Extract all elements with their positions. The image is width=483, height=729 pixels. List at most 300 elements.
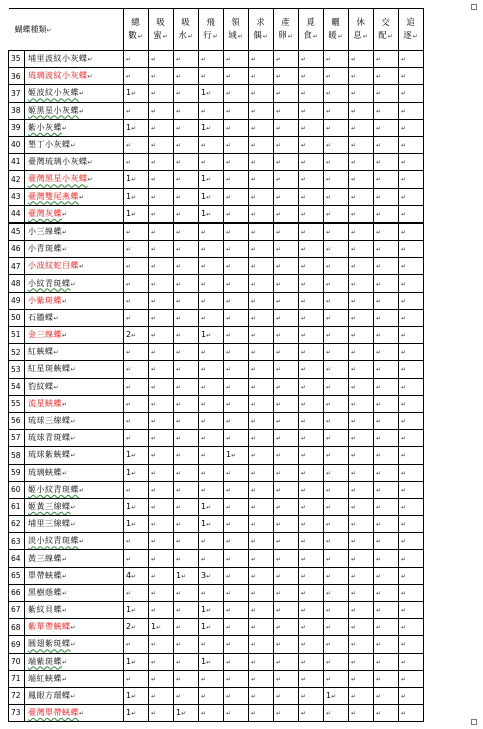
count-cell[interactable]	[224, 344, 249, 361]
count-cell[interactable]	[274, 687, 299, 704]
count-cell[interactable]	[299, 102, 324, 119]
count-cell[interactable]	[224, 171, 249, 188]
count-cell[interactable]	[224, 481, 249, 498]
table-move-handle-icon[interactable]	[471, 4, 477, 10]
count-cell[interactable]	[249, 412, 274, 429]
count-cell[interactable]	[199, 670, 224, 687]
count-cell[interactable]	[224, 636, 249, 653]
count-cell[interactable]	[174, 412, 199, 429]
count-cell[interactable]	[124, 516, 149, 533]
count-cell[interactable]	[249, 327, 274, 344]
count-cell[interactable]	[249, 516, 274, 533]
count-cell[interactable]	[399, 498, 424, 515]
count-cell[interactable]	[399, 309, 424, 326]
count-cell[interactable]	[124, 653, 149, 670]
count-cell[interactable]	[249, 653, 274, 670]
count-cell[interactable]	[374, 361, 399, 378]
count-cell[interactable]	[274, 51, 299, 68]
species-name-cell[interactable]	[25, 636, 124, 653]
count-cell[interactable]	[324, 670, 349, 687]
count-cell[interactable]	[299, 447, 324, 464]
count-cell[interactable]	[174, 619, 199, 636]
count-cell[interactable]	[299, 533, 324, 550]
count-cell[interactable]	[374, 395, 399, 412]
count-cell[interactable]	[149, 670, 174, 687]
count-cell[interactable]	[174, 361, 199, 378]
count-cell[interactable]	[199, 653, 224, 670]
count-cell[interactable]	[374, 154, 399, 171]
count-cell[interactable]	[174, 705, 199, 722]
count-cell[interactable]	[149, 653, 174, 670]
count-cell[interactable]	[324, 533, 349, 550]
count-cell[interactable]	[224, 309, 249, 326]
count-cell[interactable]	[224, 430, 249, 447]
count-cell[interactable]	[149, 85, 174, 102]
count-cell[interactable]	[299, 309, 324, 326]
count-cell[interactable]	[124, 223, 149, 241]
count-cell[interactable]	[174, 344, 199, 361]
count-cell[interactable]	[399, 653, 424, 670]
count-cell[interactable]	[324, 412, 349, 429]
count-cell[interactable]	[124, 327, 149, 344]
count-cell[interactable]	[399, 205, 424, 223]
count-cell[interactable]	[249, 275, 274, 292]
count-cell[interactable]	[199, 550, 224, 567]
count-cell[interactable]	[149, 498, 174, 515]
count-cell[interactable]	[324, 344, 349, 361]
count-cell[interactable]	[224, 119, 249, 136]
count-cell[interactable]	[199, 361, 224, 378]
count-cell[interactable]	[274, 292, 299, 309]
count-cell[interactable]	[324, 636, 349, 653]
count-cell[interactable]	[374, 602, 399, 619]
count-cell[interactable]	[299, 119, 324, 136]
count-cell[interactable]	[274, 361, 299, 378]
count-cell[interactable]	[224, 619, 249, 636]
count-cell[interactable]	[324, 309, 349, 326]
count-cell[interactable]	[299, 85, 324, 102]
species-name-cell[interactable]	[25, 378, 124, 395]
count-cell[interactable]	[349, 188, 374, 205]
count-cell[interactable]	[124, 154, 149, 171]
count-cell[interactable]	[374, 102, 399, 119]
count-cell[interactable]	[149, 344, 174, 361]
count-cell[interactable]	[274, 516, 299, 533]
count-cell[interactable]	[224, 275, 249, 292]
count-cell[interactable]	[299, 136, 324, 153]
count-cell[interactable]	[224, 567, 249, 584]
count-cell[interactable]	[174, 567, 199, 584]
count-cell[interactable]	[399, 619, 424, 636]
count-cell[interactable]	[199, 344, 224, 361]
count-cell[interactable]	[299, 51, 324, 68]
count-cell[interactable]	[299, 705, 324, 722]
count-cell[interactable]	[349, 567, 374, 584]
count-cell[interactable]	[299, 670, 324, 687]
count-cell[interactable]	[299, 653, 324, 670]
count-cell[interactable]	[349, 68, 374, 85]
count-cell[interactable]	[149, 687, 174, 704]
count-cell[interactable]	[299, 619, 324, 636]
count-cell[interactable]	[149, 567, 174, 584]
count-cell[interactable]	[174, 68, 199, 85]
count-cell[interactable]	[299, 602, 324, 619]
count-cell[interactable]	[324, 171, 349, 188]
count-cell[interactable]	[399, 584, 424, 601]
count-cell[interactable]	[199, 171, 224, 188]
count-cell[interactable]	[399, 102, 424, 119]
count-cell[interactable]	[299, 481, 324, 498]
species-name-cell[interactable]	[25, 309, 124, 326]
count-cell[interactable]	[374, 171, 399, 188]
count-cell[interactable]	[174, 447, 199, 464]
count-cell[interactable]	[374, 223, 399, 241]
count-cell[interactable]	[299, 205, 324, 223]
count-cell[interactable]	[374, 309, 399, 326]
count-cell[interactable]	[249, 619, 274, 636]
count-cell[interactable]	[174, 516, 199, 533]
count-cell[interactable]	[274, 412, 299, 429]
count-cell[interactable]	[174, 533, 199, 550]
species-name-cell[interactable]	[25, 327, 124, 344]
count-cell[interactable]	[174, 188, 199, 205]
count-cell[interactable]	[224, 550, 249, 567]
count-cell[interactable]	[374, 258, 399, 275]
count-cell[interactable]	[199, 516, 224, 533]
count-cell[interactable]	[224, 602, 249, 619]
count-cell[interactable]	[299, 430, 324, 447]
count-cell[interactable]	[274, 447, 299, 464]
count-cell[interactable]	[149, 361, 174, 378]
species-name-cell[interactable]	[25, 412, 124, 429]
count-cell[interactable]	[324, 705, 349, 722]
count-cell[interactable]	[174, 102, 199, 119]
count-cell[interactable]	[274, 395, 299, 412]
count-cell[interactable]	[124, 51, 149, 68]
count-cell[interactable]	[199, 602, 224, 619]
count-cell[interactable]	[374, 619, 399, 636]
count-cell[interactable]	[149, 378, 174, 395]
count-cell[interactable]	[349, 464, 374, 481]
species-name-cell[interactable]	[25, 464, 124, 481]
count-cell[interactable]	[149, 171, 174, 188]
count-cell[interactable]	[374, 687, 399, 704]
count-cell[interactable]	[374, 430, 399, 447]
count-cell[interactable]	[249, 68, 274, 85]
species-name-cell[interactable]	[25, 533, 124, 550]
count-cell[interactable]	[249, 498, 274, 515]
count-cell[interactable]	[374, 412, 399, 429]
count-cell[interactable]	[374, 481, 399, 498]
count-cell[interactable]	[149, 275, 174, 292]
count-cell[interactable]	[174, 275, 199, 292]
count-cell[interactable]	[149, 205, 174, 223]
count-cell[interactable]	[199, 119, 224, 136]
count-cell[interactable]	[349, 292, 374, 309]
count-cell[interactable]	[224, 241, 249, 258]
count-cell[interactable]	[299, 584, 324, 601]
count-cell[interactable]	[199, 705, 224, 722]
count-cell[interactable]	[149, 447, 174, 464]
count-cell[interactable]	[324, 447, 349, 464]
count-cell[interactable]	[299, 154, 324, 171]
count-cell[interactable]	[349, 481, 374, 498]
count-cell[interactable]	[249, 241, 274, 258]
count-cell[interactable]	[399, 171, 424, 188]
count-cell[interactable]	[324, 498, 349, 515]
count-cell[interactable]	[149, 619, 174, 636]
count-cell[interactable]	[199, 619, 224, 636]
count-cell[interactable]	[174, 464, 199, 481]
count-cell[interactable]	[249, 309, 274, 326]
count-cell[interactable]	[299, 550, 324, 567]
count-cell[interactable]	[349, 85, 374, 102]
count-cell[interactable]	[249, 171, 274, 188]
count-cell[interactable]	[199, 498, 224, 515]
count-cell[interactable]	[349, 275, 374, 292]
count-cell[interactable]	[124, 636, 149, 653]
count-cell[interactable]	[224, 205, 249, 223]
count-cell[interactable]	[374, 68, 399, 85]
count-cell[interactable]	[374, 51, 399, 68]
count-cell[interactable]	[149, 412, 174, 429]
count-cell[interactable]	[124, 361, 149, 378]
count-cell[interactable]	[274, 705, 299, 722]
count-cell[interactable]	[399, 258, 424, 275]
count-cell[interactable]	[249, 188, 274, 205]
count-cell[interactable]	[274, 119, 299, 136]
count-cell[interactable]	[249, 687, 274, 704]
count-cell[interactable]	[399, 68, 424, 85]
count-cell[interactable]	[324, 223, 349, 241]
count-cell[interactable]	[374, 241, 399, 258]
count-cell[interactable]	[374, 498, 399, 515]
species-name-cell[interactable]	[25, 292, 124, 309]
count-cell[interactable]	[349, 51, 374, 68]
species-name-cell[interactable]	[25, 102, 124, 119]
species-name-cell[interactable]	[25, 516, 124, 533]
count-cell[interactable]	[149, 705, 174, 722]
count-cell[interactable]	[324, 361, 349, 378]
count-cell[interactable]	[349, 516, 374, 533]
count-cell[interactable]	[299, 188, 324, 205]
count-cell[interactable]	[199, 327, 224, 344]
count-cell[interactable]	[374, 670, 399, 687]
count-cell[interactable]	[249, 533, 274, 550]
count-cell[interactable]	[174, 85, 199, 102]
count-cell[interactable]	[399, 670, 424, 687]
count-cell[interactable]	[224, 447, 249, 464]
count-cell[interactable]	[399, 361, 424, 378]
count-cell[interactable]	[274, 241, 299, 258]
count-cell[interactable]	[124, 498, 149, 515]
count-cell[interactable]	[149, 550, 174, 567]
count-cell[interactable]	[274, 636, 299, 653]
count-cell[interactable]	[349, 636, 374, 653]
count-cell[interactable]	[324, 619, 349, 636]
count-cell[interactable]	[374, 567, 399, 584]
count-cell[interactable]	[324, 395, 349, 412]
count-cell[interactable]	[374, 327, 399, 344]
count-cell[interactable]	[299, 223, 324, 241]
count-cell[interactable]	[124, 584, 149, 601]
count-cell[interactable]	[174, 136, 199, 153]
species-name-cell[interactable]	[25, 430, 124, 447]
count-cell[interactable]	[349, 223, 374, 241]
count-cell[interactable]	[249, 102, 274, 119]
count-cell[interactable]	[349, 687, 374, 704]
count-cell[interactable]	[199, 378, 224, 395]
count-cell[interactable]	[249, 584, 274, 601]
count-cell[interactable]	[249, 154, 274, 171]
count-cell[interactable]	[324, 653, 349, 670]
count-cell[interactable]	[274, 154, 299, 171]
count-cell[interactable]	[249, 205, 274, 223]
count-cell[interactable]	[224, 584, 249, 601]
count-cell[interactable]	[399, 85, 424, 102]
count-cell[interactable]	[274, 171, 299, 188]
count-cell[interactable]	[324, 327, 349, 344]
count-cell[interactable]	[274, 136, 299, 153]
count-cell[interactable]	[399, 241, 424, 258]
count-cell[interactable]	[224, 258, 249, 275]
count-cell[interactable]	[149, 102, 174, 119]
count-cell[interactable]	[324, 102, 349, 119]
count-cell[interactable]	[399, 378, 424, 395]
count-cell[interactable]	[149, 154, 174, 171]
species-name-cell[interactable]	[25, 119, 124, 136]
count-cell[interactable]	[399, 430, 424, 447]
count-cell[interactable]	[124, 102, 149, 119]
count-cell[interactable]	[274, 567, 299, 584]
count-cell[interactable]	[299, 395, 324, 412]
count-cell[interactable]	[224, 223, 249, 241]
species-name-cell[interactable]	[25, 687, 124, 704]
count-cell[interactable]	[174, 154, 199, 171]
count-cell[interactable]	[324, 205, 349, 223]
count-cell[interactable]	[374, 464, 399, 481]
count-cell[interactable]	[324, 567, 349, 584]
count-cell[interactable]	[224, 188, 249, 205]
species-name-cell[interactable]	[25, 395, 124, 412]
count-cell[interactable]	[174, 550, 199, 567]
count-cell[interactable]	[199, 275, 224, 292]
count-cell[interactable]	[224, 412, 249, 429]
count-cell[interactable]	[199, 464, 224, 481]
count-cell[interactable]	[224, 705, 249, 722]
count-cell[interactable]	[399, 395, 424, 412]
count-cell[interactable]	[174, 670, 199, 687]
count-cell[interactable]	[399, 550, 424, 567]
count-cell[interactable]	[199, 395, 224, 412]
count-cell[interactable]	[324, 687, 349, 704]
count-cell[interactable]	[399, 516, 424, 533]
count-cell[interactable]	[299, 171, 324, 188]
count-cell[interactable]	[224, 533, 249, 550]
count-cell[interactable]	[299, 344, 324, 361]
species-name-cell[interactable]	[25, 258, 124, 275]
count-cell[interactable]	[374, 344, 399, 361]
count-cell[interactable]	[399, 705, 424, 722]
count-cell[interactable]	[149, 309, 174, 326]
count-cell[interactable]	[199, 241, 224, 258]
species-name-cell[interactable]	[25, 498, 124, 515]
count-cell[interactable]	[274, 670, 299, 687]
count-cell[interactable]	[249, 447, 274, 464]
count-cell[interactable]	[124, 171, 149, 188]
species-name-cell[interactable]	[25, 705, 124, 722]
count-cell[interactable]	[149, 602, 174, 619]
count-cell[interactable]	[199, 205, 224, 223]
species-name-cell[interactable]	[25, 602, 124, 619]
count-cell[interactable]	[349, 619, 374, 636]
count-cell[interactable]	[224, 51, 249, 68]
count-cell[interactable]	[349, 102, 374, 119]
count-cell[interactable]	[299, 498, 324, 515]
count-cell[interactable]	[124, 567, 149, 584]
species-name-cell[interactable]	[25, 51, 124, 68]
count-cell[interactable]	[374, 533, 399, 550]
count-cell[interactable]	[299, 258, 324, 275]
count-cell[interactable]	[124, 619, 149, 636]
count-cell[interactable]	[324, 51, 349, 68]
count-cell[interactable]	[124, 258, 149, 275]
count-cell[interactable]	[399, 327, 424, 344]
count-cell[interactable]	[274, 481, 299, 498]
count-cell[interactable]	[299, 378, 324, 395]
count-cell[interactable]	[349, 395, 374, 412]
count-cell[interactable]	[374, 136, 399, 153]
count-cell[interactable]	[299, 412, 324, 429]
count-cell[interactable]	[324, 378, 349, 395]
count-cell[interactable]	[124, 378, 149, 395]
count-cell[interactable]	[324, 85, 349, 102]
count-cell[interactable]	[224, 653, 249, 670]
count-cell[interactable]	[199, 567, 224, 584]
count-cell[interactable]	[349, 584, 374, 601]
count-cell[interactable]	[224, 361, 249, 378]
count-cell[interactable]	[349, 205, 374, 223]
count-cell[interactable]	[174, 51, 199, 68]
count-cell[interactable]	[149, 481, 174, 498]
count-cell[interactable]	[374, 447, 399, 464]
count-cell[interactable]	[249, 378, 274, 395]
count-cell[interactable]	[124, 292, 149, 309]
count-cell[interactable]	[149, 430, 174, 447]
count-cell[interactable]	[274, 498, 299, 515]
count-cell[interactable]	[149, 636, 174, 653]
count-cell[interactable]	[374, 584, 399, 601]
count-cell[interactable]	[174, 395, 199, 412]
count-cell[interactable]	[149, 258, 174, 275]
count-cell[interactable]	[274, 188, 299, 205]
count-cell[interactable]	[249, 136, 274, 153]
count-cell[interactable]	[249, 670, 274, 687]
count-cell[interactable]	[124, 550, 149, 567]
count-cell[interactable]	[124, 412, 149, 429]
count-cell[interactable]	[224, 154, 249, 171]
species-name-cell[interactable]	[25, 188, 124, 205]
count-cell[interactable]	[199, 447, 224, 464]
count-cell[interactable]	[374, 705, 399, 722]
count-cell[interactable]	[399, 275, 424, 292]
count-cell[interactable]	[199, 258, 224, 275]
count-cell[interactable]	[299, 327, 324, 344]
species-name-cell[interactable]	[25, 223, 124, 241]
count-cell[interactable]	[149, 188, 174, 205]
species-name-cell[interactable]	[25, 584, 124, 601]
count-cell[interactable]	[399, 533, 424, 550]
